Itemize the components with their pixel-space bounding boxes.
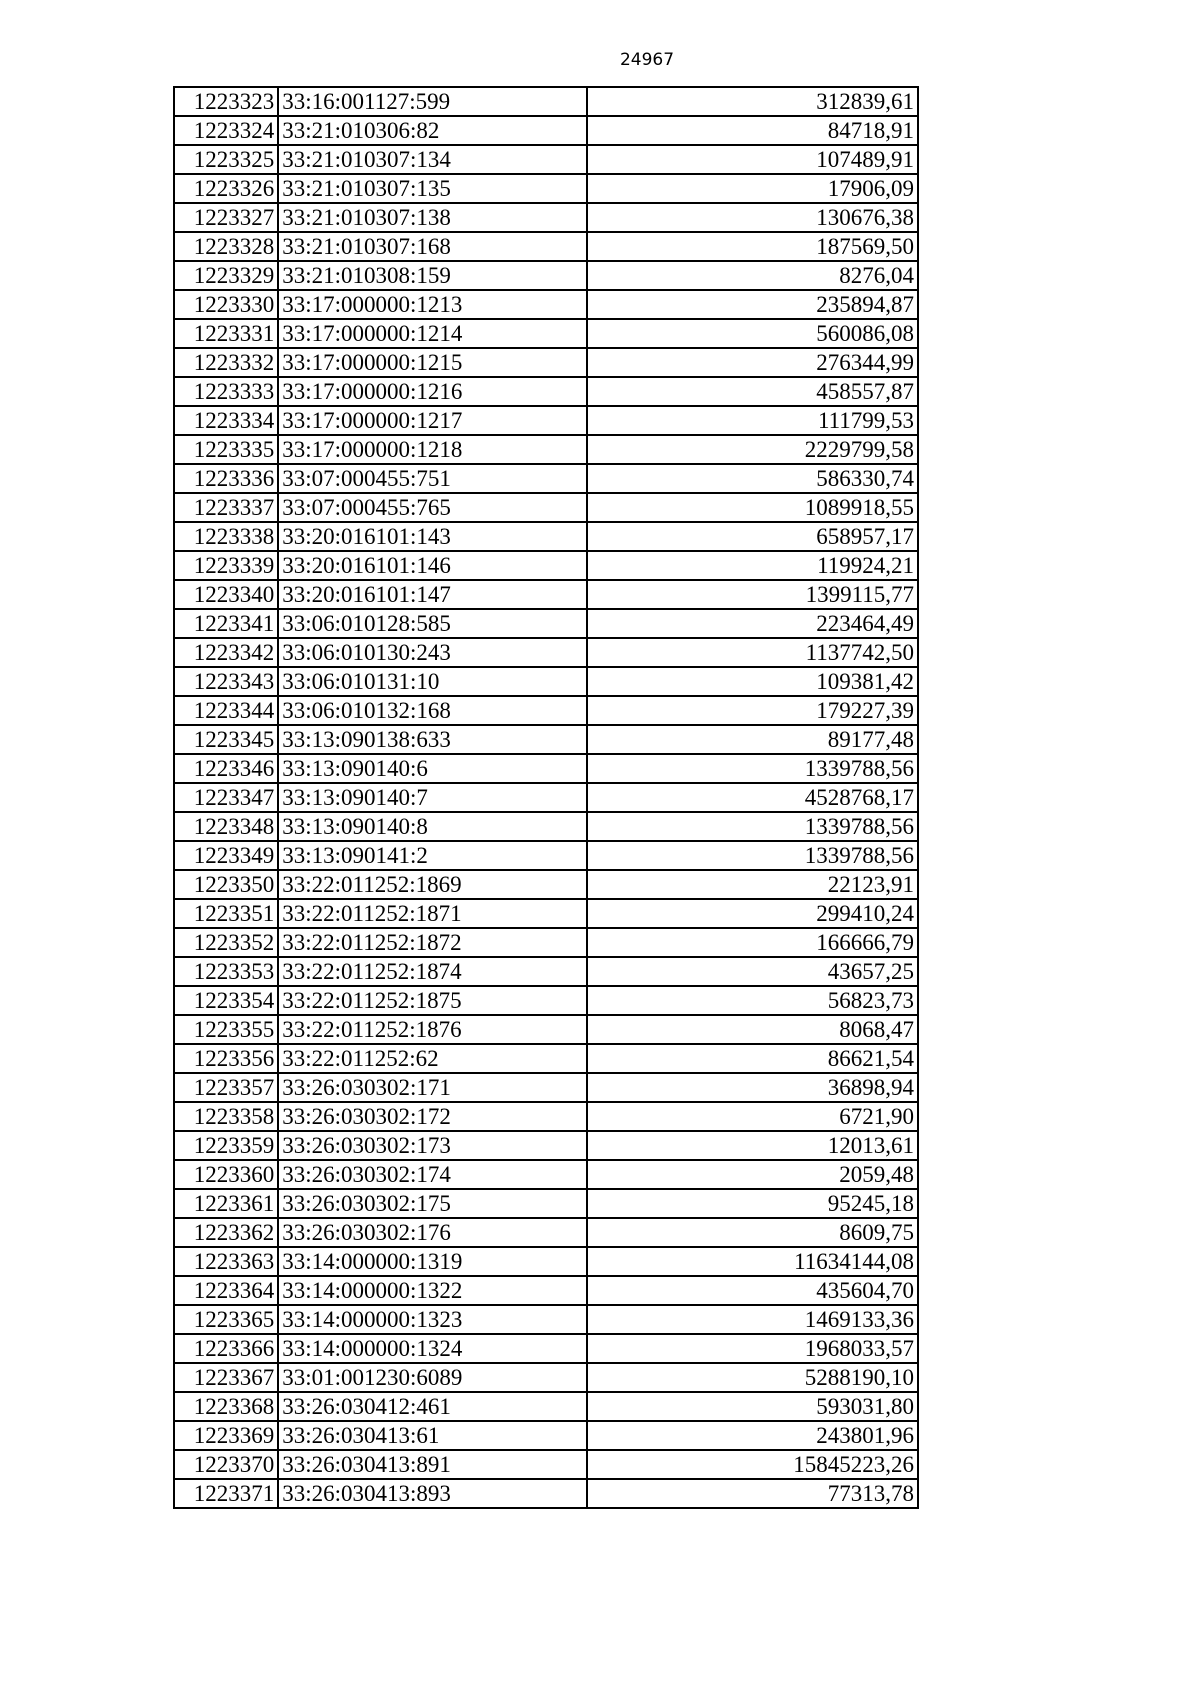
table-row xyxy=(174,464,918,493)
cadastral-number-cell: 33:26:030413:891 xyxy=(278,1450,587,1479)
table-row xyxy=(174,406,918,435)
value-cell: 593031,80 xyxy=(587,1392,918,1421)
cadastral-number-cell: 33:13:090141:2 xyxy=(278,841,587,870)
value-cell: 166666,79 xyxy=(587,928,918,957)
page-number: 24967 xyxy=(619,50,675,70)
row-number-cell: 1223371 xyxy=(174,1479,278,1508)
table-row xyxy=(174,145,918,174)
cadastral-number-cell: 33:21:010307:135 xyxy=(278,174,587,203)
cadastral-number-cell: 33:20:016101:146 xyxy=(278,551,587,580)
table-row xyxy=(174,696,918,725)
value-cell: 1968033,57 xyxy=(587,1334,918,1363)
value-cell: 658957,17 xyxy=(587,522,918,551)
cadastral-number-cell: 33:01:001230:6089 xyxy=(278,1363,587,1392)
table-row xyxy=(174,1015,918,1044)
cadastral-number-cell: 33:22:011252:1875 xyxy=(278,986,587,1015)
cadastral-number-cell: 33:13:090138:633 xyxy=(278,725,587,754)
value-cell: 17906,09 xyxy=(587,174,918,203)
value-cell: 243801,96 xyxy=(587,1421,918,1450)
value-cell: 12013,61 xyxy=(587,1131,918,1160)
value-cell: 119924,21 xyxy=(587,551,918,580)
table-row xyxy=(174,435,918,464)
value-cell: 187569,50 xyxy=(587,232,918,261)
table-row xyxy=(174,1479,918,1508)
cadastral-number-cell: 33:26:030302:172 xyxy=(278,1102,587,1131)
table-row xyxy=(174,1392,918,1421)
cadastral-number-cell: 33:26:030302:176 xyxy=(278,1218,587,1247)
value-cell: 8609,75 xyxy=(587,1218,918,1247)
row-number-cell: 1223345 xyxy=(174,725,278,754)
row-number-cell: 1223347 xyxy=(174,783,278,812)
row-number-cell: 1223340 xyxy=(174,580,278,609)
row-number-cell: 1223346 xyxy=(174,754,278,783)
cadastral-number-cell: 33:14:000000:1319 xyxy=(278,1247,587,1276)
cadastral-number-cell: 33:07:000455:751 xyxy=(278,464,587,493)
value-cell: 560086,08 xyxy=(587,319,918,348)
value-cell: 235894,87 xyxy=(587,290,918,319)
table-row xyxy=(174,319,918,348)
table-row xyxy=(174,493,918,522)
row-number-cell: 1223328 xyxy=(174,232,278,261)
cadastral-number-cell: 33:26:030302:173 xyxy=(278,1131,587,1160)
table-row xyxy=(174,1189,918,1218)
row-number-cell: 1223365 xyxy=(174,1305,278,1334)
row-number-cell: 1223357 xyxy=(174,1073,278,1102)
cadastral-number-cell: 33:22:011252:1869 xyxy=(278,870,587,899)
row-number-cell: 1223330 xyxy=(174,290,278,319)
row-number-cell: 1223337 xyxy=(174,493,278,522)
row-number-cell: 1223355 xyxy=(174,1015,278,1044)
cadastral-number-cell: 33:21:010307:138 xyxy=(278,203,587,232)
cadastral-number-cell: 33:26:030413:61 xyxy=(278,1421,587,1450)
table-row xyxy=(174,1247,918,1276)
row-number-cell: 1223368 xyxy=(174,1392,278,1421)
value-cell: 2059,48 xyxy=(587,1160,918,1189)
row-number-cell: 1223360 xyxy=(174,1160,278,1189)
cadastral-number-cell: 33:07:000455:765 xyxy=(278,493,587,522)
row-number-cell: 1223332 xyxy=(174,348,278,377)
row-number-cell: 1223338 xyxy=(174,522,278,551)
row-number-cell: 1223359 xyxy=(174,1131,278,1160)
value-cell: 4528768,17 xyxy=(587,783,918,812)
cadastral-number-cell: 33:26:030413:893 xyxy=(278,1479,587,1508)
cadastral-number-cell: 33:26:030302:175 xyxy=(278,1189,587,1218)
value-cell: 586330,74 xyxy=(587,464,918,493)
row-number-cell: 1223323 xyxy=(174,87,278,116)
value-cell: 1339788,56 xyxy=(587,754,918,783)
row-number-cell: 1223350 xyxy=(174,870,278,899)
table-row xyxy=(174,899,918,928)
table-row xyxy=(174,1276,918,1305)
row-number-cell: 1223334 xyxy=(174,406,278,435)
cadastral-number-cell: 33:26:030302:171 xyxy=(278,1073,587,1102)
cadastral-number-cell: 33:20:016101:143 xyxy=(278,522,587,551)
table-row xyxy=(174,1218,918,1247)
row-number-cell: 1223331 xyxy=(174,319,278,348)
row-number-cell: 1223333 xyxy=(174,377,278,406)
cadastral-number-cell: 33:22:011252:62 xyxy=(278,1044,587,1073)
value-cell: 312839,61 xyxy=(587,87,918,116)
table-row xyxy=(174,580,918,609)
table-row xyxy=(174,1421,918,1450)
value-cell: 95245,18 xyxy=(587,1189,918,1218)
cadastral-number-cell: 33:21:010308:159 xyxy=(278,261,587,290)
data-table xyxy=(173,86,919,1509)
cadastral-number-cell: 33:14:000000:1324 xyxy=(278,1334,587,1363)
row-number-cell: 1223351 xyxy=(174,899,278,928)
cadastral-number-cell: 33:17:000000:1215 xyxy=(278,348,587,377)
row-number-cell: 1223356 xyxy=(174,1044,278,1073)
row-number-cell: 1223327 xyxy=(174,203,278,232)
cadastral-number-cell: 33:17:000000:1213 xyxy=(278,290,587,319)
cadastral-number-cell: 33:22:011252:1872 xyxy=(278,928,587,957)
value-cell: 36898,94 xyxy=(587,1073,918,1102)
cadastral-number-cell: 33:17:000000:1217 xyxy=(278,406,587,435)
cadastral-number-cell: 33:16:001127:599 xyxy=(278,87,587,116)
cadastral-number-cell: 33:22:011252:1874 xyxy=(278,957,587,986)
value-cell: 1089918,55 xyxy=(587,493,918,522)
table-row xyxy=(174,957,918,986)
row-number-cell: 1223343 xyxy=(174,667,278,696)
value-cell: 1339788,56 xyxy=(587,841,918,870)
table-row xyxy=(174,986,918,1015)
cadastral-number-cell: 33:17:000000:1216 xyxy=(278,377,587,406)
table-row xyxy=(174,348,918,377)
cadastral-number-cell: 33:13:090140:8 xyxy=(278,812,587,841)
row-number-cell: 1223326 xyxy=(174,174,278,203)
row-number-cell: 1223349 xyxy=(174,841,278,870)
cadastral-number-cell: 33:20:016101:147 xyxy=(278,580,587,609)
row-number-cell: 1223344 xyxy=(174,696,278,725)
table-row xyxy=(174,377,918,406)
value-cell: 2229799,58 xyxy=(587,435,918,464)
value-cell: 89177,48 xyxy=(587,725,918,754)
table-row xyxy=(174,522,918,551)
row-number-cell: 1223353 xyxy=(174,957,278,986)
cadastral-number-cell: 33:26:030412:461 xyxy=(278,1392,587,1421)
table-row xyxy=(174,841,918,870)
value-cell: 1339788,56 xyxy=(587,812,918,841)
value-cell: 109381,42 xyxy=(587,667,918,696)
table-row xyxy=(174,1102,918,1131)
row-number-cell: 1223364 xyxy=(174,1276,278,1305)
table-row xyxy=(174,609,918,638)
table-row xyxy=(174,1305,918,1334)
value-cell: 130676,38 xyxy=(587,203,918,232)
table-row xyxy=(174,1363,918,1392)
value-cell: 276344,99 xyxy=(587,348,918,377)
table-row xyxy=(174,1131,918,1160)
value-cell: 6721,90 xyxy=(587,1102,918,1131)
cadastral-number-cell: 33:22:011252:1876 xyxy=(278,1015,587,1044)
value-cell: 56823,73 xyxy=(587,986,918,1015)
value-cell: 77313,78 xyxy=(587,1479,918,1508)
row-number-cell: 1223366 xyxy=(174,1334,278,1363)
table-row xyxy=(174,1450,918,1479)
value-cell: 458557,87 xyxy=(587,377,918,406)
row-number-cell: 1223325 xyxy=(174,145,278,174)
table-row xyxy=(174,1160,918,1189)
value-cell: 84718,91 xyxy=(587,116,918,145)
value-cell: 8068,47 xyxy=(587,1015,918,1044)
value-cell: 1469133,36 xyxy=(587,1305,918,1334)
value-cell: 5288190,10 xyxy=(587,1363,918,1392)
cadastral-number-cell: 33:22:011252:1871 xyxy=(278,899,587,928)
row-number-cell: 1223367 xyxy=(174,1363,278,1392)
value-cell: 15845223,26 xyxy=(587,1450,918,1479)
table-row xyxy=(174,87,918,116)
cadastral-number-cell: 33:06:010130:243 xyxy=(278,638,587,667)
table-row xyxy=(174,725,918,754)
row-number-cell: 1223352 xyxy=(174,928,278,957)
cadastral-number-cell: 33:06:010128:585 xyxy=(278,609,587,638)
cadastral-number-cell: 33:13:090140:7 xyxy=(278,783,587,812)
table-row xyxy=(174,232,918,261)
table-row xyxy=(174,203,918,232)
table-row xyxy=(174,754,918,783)
table-row xyxy=(174,1044,918,1073)
cadastral-number-cell: 33:06:010132:168 xyxy=(278,696,587,725)
table-body xyxy=(174,87,918,1508)
cadastral-number-cell: 33:14:000000:1322 xyxy=(278,1276,587,1305)
value-cell: 111799,53 xyxy=(587,406,918,435)
row-number-cell: 1223369 xyxy=(174,1421,278,1450)
cadastral-number-cell: 33:21:010307:134 xyxy=(278,145,587,174)
cadastral-number-cell: 33:26:030302:174 xyxy=(278,1160,587,1189)
cadastral-number-cell: 33:21:010307:168 xyxy=(278,232,587,261)
row-number-cell: 1223329 xyxy=(174,261,278,290)
cadastral-number-cell: 33:21:010306:82 xyxy=(278,116,587,145)
row-number-cell: 1223335 xyxy=(174,435,278,464)
value-cell: 11634144,08 xyxy=(587,1247,918,1276)
table-row xyxy=(174,261,918,290)
table-row xyxy=(174,174,918,203)
row-number-cell: 1223336 xyxy=(174,464,278,493)
row-number-cell: 1223363 xyxy=(174,1247,278,1276)
value-cell: 1137742,50 xyxy=(587,638,918,667)
row-number-cell: 1223361 xyxy=(174,1189,278,1218)
cadastral-number-cell: 33:14:000000:1323 xyxy=(278,1305,587,1334)
value-cell: 299410,24 xyxy=(587,899,918,928)
row-number-cell: 1223348 xyxy=(174,812,278,841)
row-number-cell: 1223342 xyxy=(174,638,278,667)
value-cell: 107489,91 xyxy=(587,145,918,174)
table-row xyxy=(174,783,918,812)
value-cell: 22123,91 xyxy=(587,870,918,899)
row-number-cell: 1223341 xyxy=(174,609,278,638)
table-row xyxy=(174,1073,918,1102)
cadastral-number-cell: 33:17:000000:1218 xyxy=(278,435,587,464)
cadastral-number-cell: 33:06:010131:10 xyxy=(278,667,587,696)
value-cell: 435604,70 xyxy=(587,1276,918,1305)
table-row xyxy=(174,638,918,667)
table-row xyxy=(174,1334,918,1363)
cadastral-number-cell: 33:17:000000:1214 xyxy=(278,319,587,348)
cadastral-number-cell: 33:13:090140:6 xyxy=(278,754,587,783)
row-number-cell: 1223362 xyxy=(174,1218,278,1247)
table-row xyxy=(174,290,918,319)
value-cell: 8276,04 xyxy=(587,261,918,290)
row-number-cell: 1223354 xyxy=(174,986,278,1015)
value-cell: 223464,49 xyxy=(587,609,918,638)
value-cell: 1399115,77 xyxy=(587,580,918,609)
table-row xyxy=(174,928,918,957)
value-cell: 179227,39 xyxy=(587,696,918,725)
row-number-cell: 1223358 xyxy=(174,1102,278,1131)
row-number-cell: 1223339 xyxy=(174,551,278,580)
row-number-cell: 1223324 xyxy=(174,116,278,145)
table-row xyxy=(174,870,918,899)
table-row xyxy=(174,667,918,696)
table-row xyxy=(174,116,918,145)
table-row xyxy=(174,812,918,841)
table-row xyxy=(174,551,918,580)
row-number-cell: 1223370 xyxy=(174,1450,278,1479)
value-cell: 43657,25 xyxy=(587,957,918,986)
value-cell: 86621,54 xyxy=(587,1044,918,1073)
